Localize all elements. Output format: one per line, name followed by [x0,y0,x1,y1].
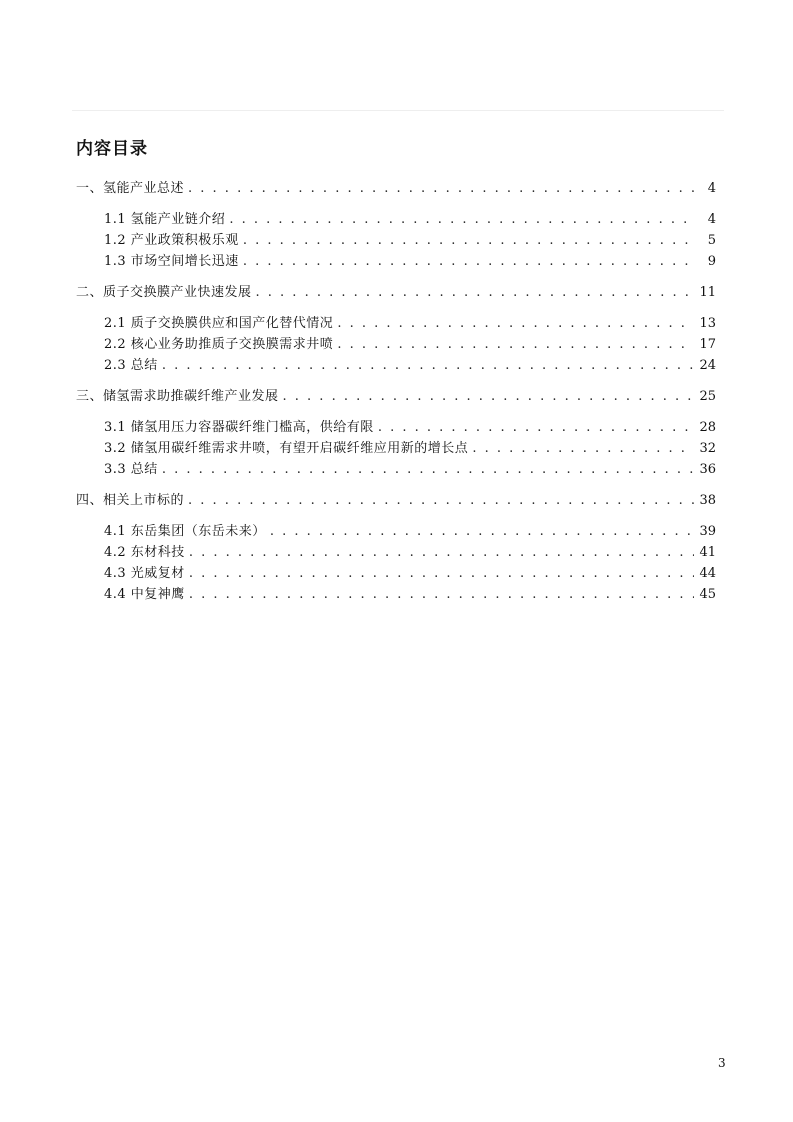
toc-entry[interactable] [76,178,716,199]
toc-entry[interactable] [76,490,716,511]
toc-entry-text: 1.1 氢能产业链介绍 [104,212,226,227]
toc-entry-page: 24 [699,358,716,373]
toc-entry[interactable] [76,251,716,272]
toc-entry-text: 2.1 质子交换膜供应和国产化替代情况 [104,316,334,331]
toc-dot-leader [188,490,694,511]
toc-title: 内容目录 [76,139,148,159]
toc-entry-text: 2.3 总结 [104,358,158,373]
toc-dot-leader [243,230,694,251]
toc-entry-page: 41 [699,545,716,560]
toc-entry-page: 4 [707,212,716,227]
toc-entry-page: 11 [699,285,716,300]
toc-entry[interactable] [76,282,716,303]
toc-dot-leader [189,542,694,563]
toc-dot-leader [188,178,694,199]
toc-dot-leader [283,386,694,407]
toc-dot-leader [256,282,694,303]
toc-entry-page: 25 [699,389,716,404]
toc-entry-text: 3.1 储氢用压力容器碳纤维门槛高，供给有限 [104,420,374,435]
toc-dot-leader [229,209,694,230]
toc-entry-page: 45 [699,587,716,602]
toc-entry[interactable] [76,542,716,563]
toc-dot-leader [270,521,694,542]
toc-entry[interactable] [76,563,716,584]
toc-dot-leader [337,334,694,355]
toc-dot-leader [472,438,694,459]
toc-entry-page: 44 [699,566,716,581]
page-number: 3 [718,1056,726,1070]
toc-dot-leader [189,584,694,605]
toc-entry-page: 5 [707,233,716,248]
toc-entry[interactable] [76,438,716,459]
toc-entry-page: 38 [699,493,716,508]
toc-list [76,178,716,605]
toc-entry-text: 2.2 核心业务助推质子交换膜需求井喷 [104,337,334,352]
toc-entry-text: 二、质子交换膜产业快速发展 [76,285,252,300]
toc-entry-text: 1.2 产业政策积极乐观 [104,233,239,248]
toc-dot-leader [378,417,694,438]
toc-entry-page: 28 [699,420,716,435]
toc-dot-leader [162,459,694,480]
toc-entry[interactable] [76,584,716,605]
toc-dot-leader [189,563,694,584]
toc-entry[interactable] [76,230,716,251]
toc-entry-page: 36 [699,462,716,477]
toc-entry-page: 32 [699,441,716,456]
toc-entry-page: 17 [699,337,716,352]
toc-entry-text: 一、氢能产业总述 [76,181,185,196]
toc-entry-text: 4.2 东材科技 [104,545,185,560]
toc-entry-page: 4 [707,181,716,196]
toc-entry[interactable] [76,459,716,480]
toc-entry-text: 4.3 光威复材 [104,566,185,581]
toc-entry-text: 四、相关上市标的 [76,493,185,508]
toc-entry[interactable] [76,417,716,438]
toc-entry-text: 1.3 市场空间增长迅速 [104,254,239,269]
toc-dot-leader [337,313,694,334]
toc-entry-page: 39 [699,524,716,539]
toc-entry-text: 3.3 总结 [104,462,158,477]
toc-entry-page: 9 [707,254,716,269]
toc-dot-leader [243,251,694,272]
toc-entry[interactable] [76,521,716,542]
toc-entry-page: 13 [699,316,716,331]
toc-entry-text: 4.4 中复神鹰 [104,587,185,602]
toc-entry-text: 4.1 东岳集团（东岳未来） [104,524,266,539]
toc-entry[interactable] [76,313,716,334]
toc-entry[interactable] [76,209,716,230]
toc-dot-leader [162,355,694,376]
toc-entry[interactable] [76,386,716,407]
header-rule [72,110,724,111]
toc-entry-text: 三、储氢需求助推碳纤维产业发展 [76,389,279,404]
toc-entry[interactable] [76,355,716,376]
toc-entry[interactable] [76,334,716,355]
toc-entry-text: 3.2 储氢用碳纤维需求井喷，有望开启碳纤维应用新的增长点 [104,441,469,456]
